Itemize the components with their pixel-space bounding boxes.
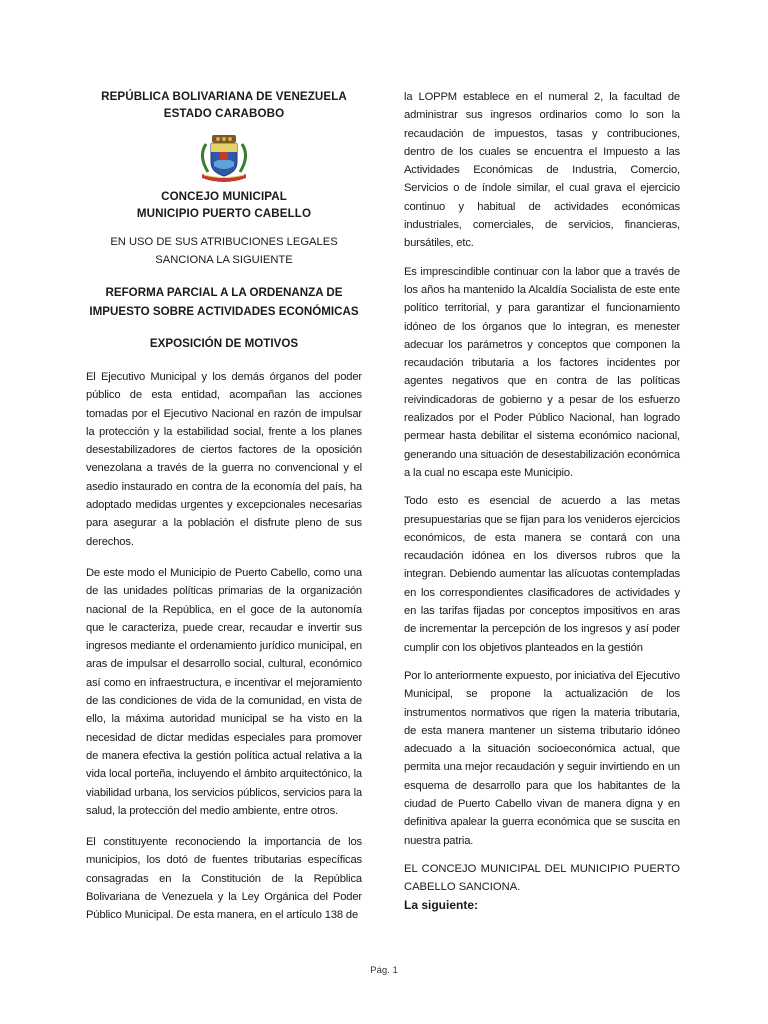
paragraph: El Ejecutivo Municipal y los demás órganos del poder público de esta entidad, acompañan las acciones tomadas por el Ejecutivo Nacional en razón de impulsar la protección y la estabilidad social, frente a los planes desestabilizadores de ciertos factores de la oposición venezolana a través de la guerra no convencional y el asedio instaurado en contra de la economía del país, ha adoptado medidas urgentes y excepcionales necesarias para asegurar a la población el disfrute pleno de sus derechos. xyxy=(86,371,362,548)
reform-title-line-2: IMPUESTO SOBRE ACTIVIDADES ECONÓMICAS xyxy=(89,305,359,318)
municipality-heading: MUNICIPIO PUERTO CABELLO xyxy=(136,207,312,220)
republic-heading: REPÚBLICA BOLIVARIANA DE VENEZUELA xyxy=(101,90,347,103)
closing-statement: EL CONCEJO MUNICIPAL DEL MUNICIPIO PUERTO CABELLO SANCIONA. xyxy=(404,862,680,893)
paragraph: Es imprescindible continuar con la labor que a través de los años ha mantenido la Alcaldía Socialista de este ente político territorial, y para garantizar el funcionamiento idóneo de los órganos que lo integran, es menester adecuar los parámetros y conceptos que componen la recaudación tributaria a los factores incidentes por agentes negativos que en contra de las políticas reivindicadoras de gobierno y a pesar de los esfuerzo realizados por el Poder Público Nacional, han logrado permear hasta debilitar el sistema económico nacional, generando una situación de desestabilización económica a la cual no escapa este Municipio. xyxy=(404,265,680,479)
section-title: EXPOSICIÓN DE MOTIVOS xyxy=(149,337,299,350)
paragraph: Todo esto es esencial de acuerdo a las metas presupuestarias que se fijan para los venideros ejercicios económicos, de esta manera se contará con una recaudación idónea en los diversos rubros que la integran. Debiendo aumentar las alícuotas contempladas en los correspondientes clasificadores de actividades y en las tarifas fijadas por conceptos impositivos en aras de incrementar la percepción de los ingresos y así poder cumplir con los objetivos planteados en la gestión xyxy=(404,495,680,654)
page-number: Pág. 1 xyxy=(370,965,398,976)
closing-following: La siguiente: xyxy=(404,897,479,912)
paragraph: Por lo anteriormente expuesto, por iniciativa del Ejecutivo Municipal, se propone la actualización de los instrumentos normativos que rigen la materia tributaria, de esta manera mantener un sistema tributario idóneo adecuado a la situación socioeconómica actual, que permita una mejor recaudación y seguir invirtiendo en un esquema de desarrollo para que los habitantes de la ciudad de Puerto Cabello vivan de manera digna y en definitiva apalear la guerra económica que se suscita en nuestra patria. xyxy=(404,669,680,847)
powers-line-2: SANCIONA LA SIGUIENTE xyxy=(155,253,293,266)
paragraph: De este modo el Municipio de Puerto Cabello, como una de las unidades políticas primarias de la organización nacional de la República, en el goce de la autonomía que le caracteriza, puede crear, recaudar e invertir sus ingresos mediante el ordenamiento jurídico municipal, en aras de impulsar el desarrollo social, cultural, económico así como en infraestructura, e incentivar el mejoramiento de las condiciones de vida de la comunidad, en vista de ello, la máxima autoridad municipal se ha visto en la necesidad de dictar medidas especiales para promover de manera efectiva la gestión política actual relativa a la vida local porteña, incluyendo el ámbito arquitectónico, la viabilidad urbana, los servicios públicos, servicios para la salud, la protección del medio ambiente, entre otros. xyxy=(86,566,362,817)
coat-of-arms-icon xyxy=(86,132,362,182)
council-heading: CONCEJO MUNICIPAL xyxy=(161,190,287,203)
powers-line-1: EN USO DE SUS ATRIBUCIONES LEGALES xyxy=(110,236,338,248)
left-column xyxy=(86,88,362,938)
paragraph: El constituyente reconociendo la importancia de los municipios, los dotó de fuentes tributarias específicas consagradas en la Constitución de la República Bolivariana de Venezuela y la Ley Orgánica del Poder Público Municipal. De esta manera, en el artículo 138 de xyxy=(86,836,362,922)
state-heading: ESTADO CARABOBO xyxy=(163,107,285,120)
reform-title-line-1: REFORMA PARCIAL A LA ORDENANZA DE xyxy=(105,286,343,299)
paragraph: la LOPPM establece en el numeral 2, la facultad de administrar sus ingresos ordinarios como lo son la recaudación de impuestos, tasas y contribuciones, dentro de los cuales se encuentra el Impuesto a las Actividades Económicas de Industria, Comercio, Servicios o de índole similar, el cual grava el ejercicio continuo y habitual de actividades económicas industriales, comerciales, de servicios, financieras, bursátiles, etc. xyxy=(404,91,680,250)
right-column xyxy=(404,88,680,912)
